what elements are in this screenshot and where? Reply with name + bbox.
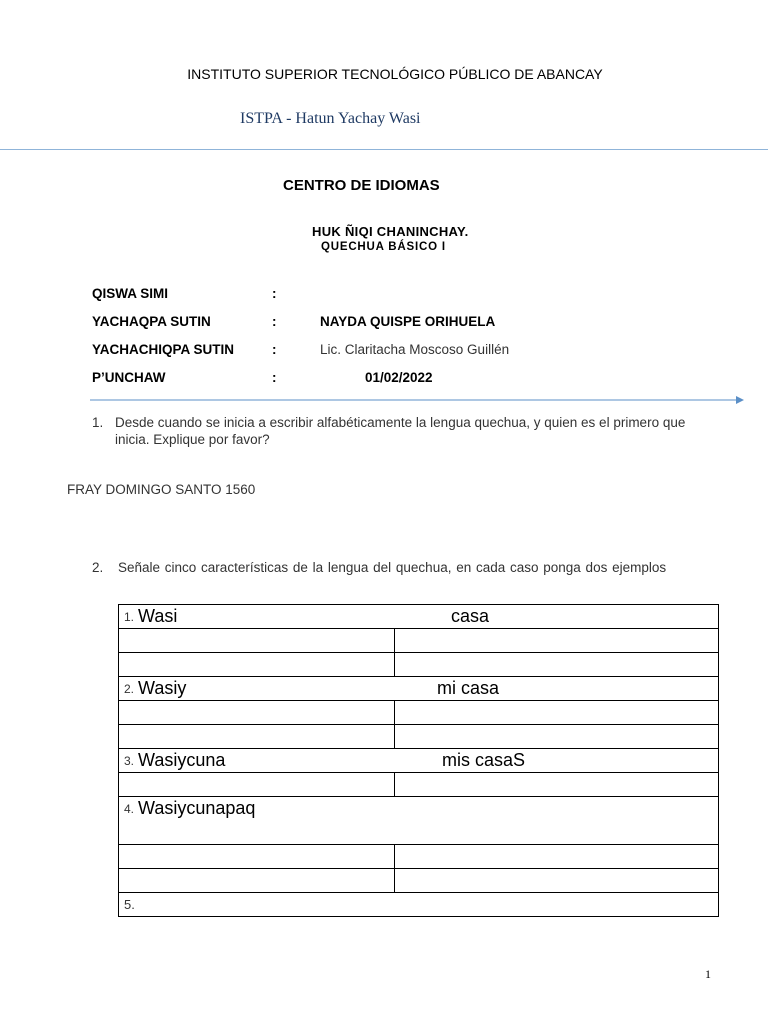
header-divider: [0, 149, 768, 150]
row-number: 2.: [124, 681, 135, 696]
arrow-divider: [90, 393, 746, 407]
table-cell: [119, 677, 719, 701]
row-number: 5.: [124, 897, 135, 912]
table-cell: [395, 845, 719, 869]
table-cell: [395, 869, 719, 893]
row-number: 1.: [124, 609, 135, 624]
yachaqpa-sutin-label: YACHAQPA SUTIN: [92, 314, 211, 329]
row-translation: mi casa: [437, 678, 500, 698]
table-row: [119, 629, 719, 653]
colon: :: [272, 342, 277, 357]
table-cell: [395, 725, 719, 749]
question-1-number: 1.: [92, 415, 104, 430]
exam-title: HUK ÑIQI CHANINCHAY.: [312, 224, 469, 239]
examples-table: [118, 604, 719, 917]
question-1-text: Desde cuando se inicia a escribir alfabéticamente la lengua quechua, y quien es el primero que inicia. Explique por favor?: [115, 415, 686, 447]
table-row: [119, 605, 719, 629]
table-row: [119, 869, 719, 893]
table-cell: [119, 701, 395, 725]
table-cell: [395, 629, 719, 653]
table-row: [119, 797, 719, 845]
row-translation: mis casaS: [442, 750, 526, 770]
table-cell: [119, 797, 719, 845]
table-cell: [395, 773, 719, 797]
teacher-name: Lic. Claritacha Moscoso Guillén: [320, 342, 510, 357]
table-cell: [119, 773, 395, 797]
question-2-text: Señale cinco características de la lengua del quechua, en cada caso ponga dos ejemplos: [118, 560, 667, 575]
course-title: QUECHUA BÁSICO I: [321, 241, 446, 253]
table-row: [119, 773, 719, 797]
colon: :: [272, 286, 277, 301]
row-word: Wasiy: [138, 678, 187, 698]
table-row: [119, 677, 719, 701]
colon: :: [272, 370, 277, 385]
table-row: [119, 749, 719, 773]
table-cell: [119, 725, 395, 749]
colon: :: [272, 314, 277, 329]
student-name: NAYDA QUISPE ORIHUELA: [320, 314, 496, 329]
question-2: [92, 560, 702, 576]
table-cell: [395, 701, 719, 725]
row-word: Wasi: [138, 606, 178, 626]
table-cell: [395, 653, 719, 677]
table-row: [119, 701, 719, 725]
table-row: [119, 725, 719, 749]
question-1-answer: FRAY DOMINGO SANTO 1560: [67, 482, 256, 497]
table-cell: [119, 605, 719, 629]
row-word: Wasiycuna: [138, 750, 226, 770]
row-translation: casa: [451, 606, 490, 626]
table-row: [119, 845, 719, 869]
row-word: Wasiycunapaq: [138, 798, 256, 818]
yachachiqpa-sutin-label: YACHACHIQPA SUTIN: [92, 342, 235, 357]
page-number: 1: [705, 967, 711, 981]
table-row: [119, 893, 719, 917]
table-cell: [119, 749, 719, 773]
center-title: CENTRO DE IDIOMAS: [283, 177, 440, 194]
qiswa-simi-label: QISWA SIMI: [92, 286, 169, 301]
table-row: [119, 653, 719, 677]
row-number: 3.: [124, 753, 135, 768]
table-cell: [119, 869, 395, 893]
question-2-number: 2.: [92, 560, 104, 575]
table-cell: [119, 629, 395, 653]
table-cell: [119, 893, 719, 917]
exam-date: 01/02/2022: [365, 370, 433, 385]
table-cell: [119, 653, 395, 677]
question-1: [92, 414, 702, 448]
punchaw-label: P’UNCHAW: [92, 370, 166, 385]
table-cell: [119, 845, 395, 869]
institution-name: INSTITUTO SUPERIOR TECNOLÓGICO PÚBLICO DE ABANCAY: [187, 66, 603, 82]
institution-subtitle: ISTPA - Hatun Yachay Wasi: [240, 110, 421, 127]
row-number: 4.: [124, 801, 135, 816]
